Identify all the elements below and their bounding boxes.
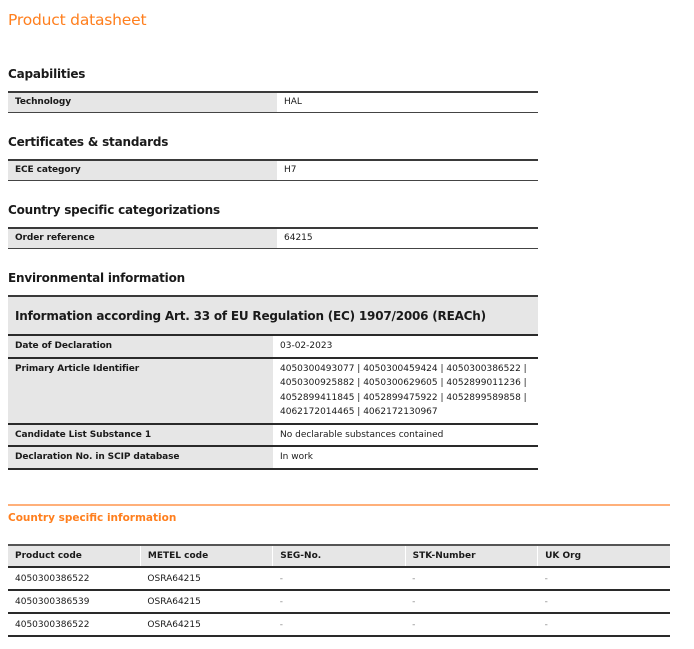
cell-uk-org: -: [538, 567, 670, 590]
table-row: [8, 92, 538, 113]
country-info-table: [8, 544, 670, 637]
table-row: [8, 446, 538, 469]
row-label: Technology: [8, 92, 277, 113]
column-header: Product code: [8, 545, 140, 567]
row-value: H7: [277, 160, 538, 181]
table-row: [8, 160, 538, 181]
table-row: [8, 228, 538, 249]
reach-title: Information according Art. 33 of EU Regulation (EC) 1907/2006 (REACh): [8, 296, 538, 335]
column-header: SEG-No.: [273, 545, 405, 567]
section-heading-country-categorizations: Country specific categorizations: [8, 203, 220, 217]
cell-stk-number: -: [405, 567, 537, 590]
section-heading-country-info: Country specific information: [8, 512, 177, 524]
cell-stk-number: -: [405, 613, 537, 636]
row-label: Primary Article Identifier: [8, 358, 273, 424]
row-value: No declarable substances contained: [273, 424, 538, 447]
cell-product-code: 4050300386539: [8, 590, 140, 613]
capabilities-table: [8, 91, 538, 113]
cell-product-code: 4050300386522: [8, 567, 140, 590]
column-header: METEL code: [140, 545, 272, 567]
certificates-table: [8, 159, 538, 181]
section-heading-certificates: Certificates & standards: [8, 135, 169, 149]
page-title: Product datasheet: [8, 11, 147, 29]
cell-seg-no: -: [273, 567, 405, 590]
cell-metel-code: OSRA64215: [140, 567, 272, 590]
reach-table: [8, 295, 538, 470]
row-value: 4050300493077 | 4050300459424 | 4050300386522 | 4050300925882 | 4050300629605 | 4052899011236 | 4052899411845 | 4052899475922 | 4052899589858 | 4062172014465 | 4062172130967: [273, 358, 538, 424]
cell-stk-number: -: [405, 590, 537, 613]
cell-metel-code: OSRA64215: [140, 590, 272, 613]
row-label: ECE category: [8, 160, 277, 181]
cell-seg-no: -: [273, 613, 405, 636]
country-categorizations-table: [8, 227, 538, 249]
cell-product-code: 4050300386522: [8, 613, 140, 636]
cell-uk-org: -: [538, 590, 670, 613]
column-header: STK-Number: [405, 545, 537, 567]
row-label: Date of Declaration: [8, 335, 273, 358]
reach-header-row: [8, 296, 538, 335]
column-header: UK Org: [538, 545, 670, 567]
cell-seg-no: -: [273, 590, 405, 613]
section-heading-environmental: Environmental information: [8, 271, 185, 285]
cell-uk-org: -: [538, 613, 670, 636]
table-row: [8, 613, 670, 636]
row-value: 64215: [277, 228, 538, 249]
table-header-row: [8, 545, 670, 567]
table-row: [8, 358, 538, 424]
section-heading-capabilities: Capabilities: [8, 67, 86, 81]
table-row: [8, 335, 538, 358]
cell-metel-code: OSRA64215: [140, 613, 272, 636]
row-value: In work: [273, 446, 538, 469]
row-value: 03-02-2023: [273, 335, 538, 358]
row-label: Declaration No. in SCIP database: [8, 446, 273, 469]
section-divider: [8, 504, 670, 506]
table-row: [8, 590, 670, 613]
row-label: Order reference: [8, 228, 277, 249]
table-row: [8, 424, 538, 447]
row-label: Candidate List Substance 1: [8, 424, 273, 447]
row-value: HAL: [277, 92, 538, 113]
table-row: [8, 567, 670, 590]
